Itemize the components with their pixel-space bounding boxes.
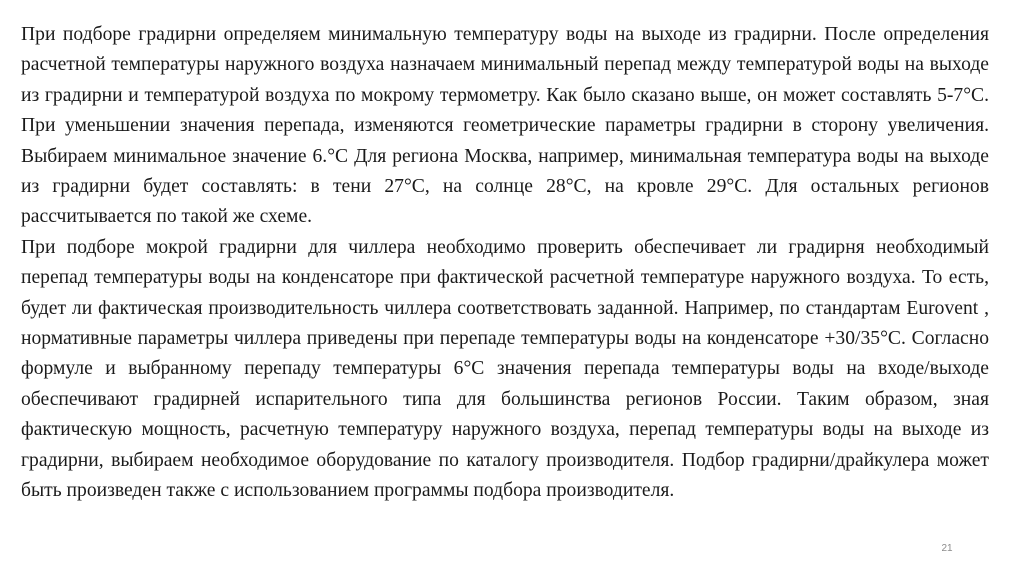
paragraph-chiller-selection: При подборе мокрой градирни для чиллера необходимо проверить обеспечивает ли градирня необходимый перепад температуры воды на конденсаторе при фактической расчетной температуре наружного воздуха. То есть, будет ли фактическая производительность чиллера соответствовать заданной. Например, по стандартам Eurovent , нормативные параметры чиллера приведены при перепаде температуры воды на конденсаторе +30/35°С. Согласно формуле и выбранному перепаду температуры 6°С значения перепада температуры воды на входе/выходе обеспечивают градирней испарительного типа для большинства регионов России. Таким образом, зная фактическую мощность, расчетную температуру наружного воздуха, перепад температуры воды на выходе из градирни, выбираем необходимое оборудование по каталогу производителя. Подбор градирни/драйкулера может быть произведен также с использованием программы подбора производителя. (21, 236, 989, 502)
page-number: 21 (941, 543, 953, 554)
slide-body-text (21, 20, 989, 507)
paragraph-cooling-tower-temperature: При подборе градирни определяем минимальную температуру воды на выходе из градирни. После определения расчетной температуры наружного воздуха назначаем минимальный перепад между температурой воды на выходе из градирни и температурой воздуха по мокрому термометру. Как было сказано выше, он может составлять 5-7°С. При уменьшении значения перепада, изменяются геометрические параметры градирни в сторону увеличения. Выбираем минимальное значение 6.°С Для региона Москва, например, минимальная температура воды на выходе из градирни будет составлять: в тени 27°С, на солнце 28°С, на кровле 29°С. Для остальных регионов рассчитывается по такой же схеме. (21, 24, 989, 228)
